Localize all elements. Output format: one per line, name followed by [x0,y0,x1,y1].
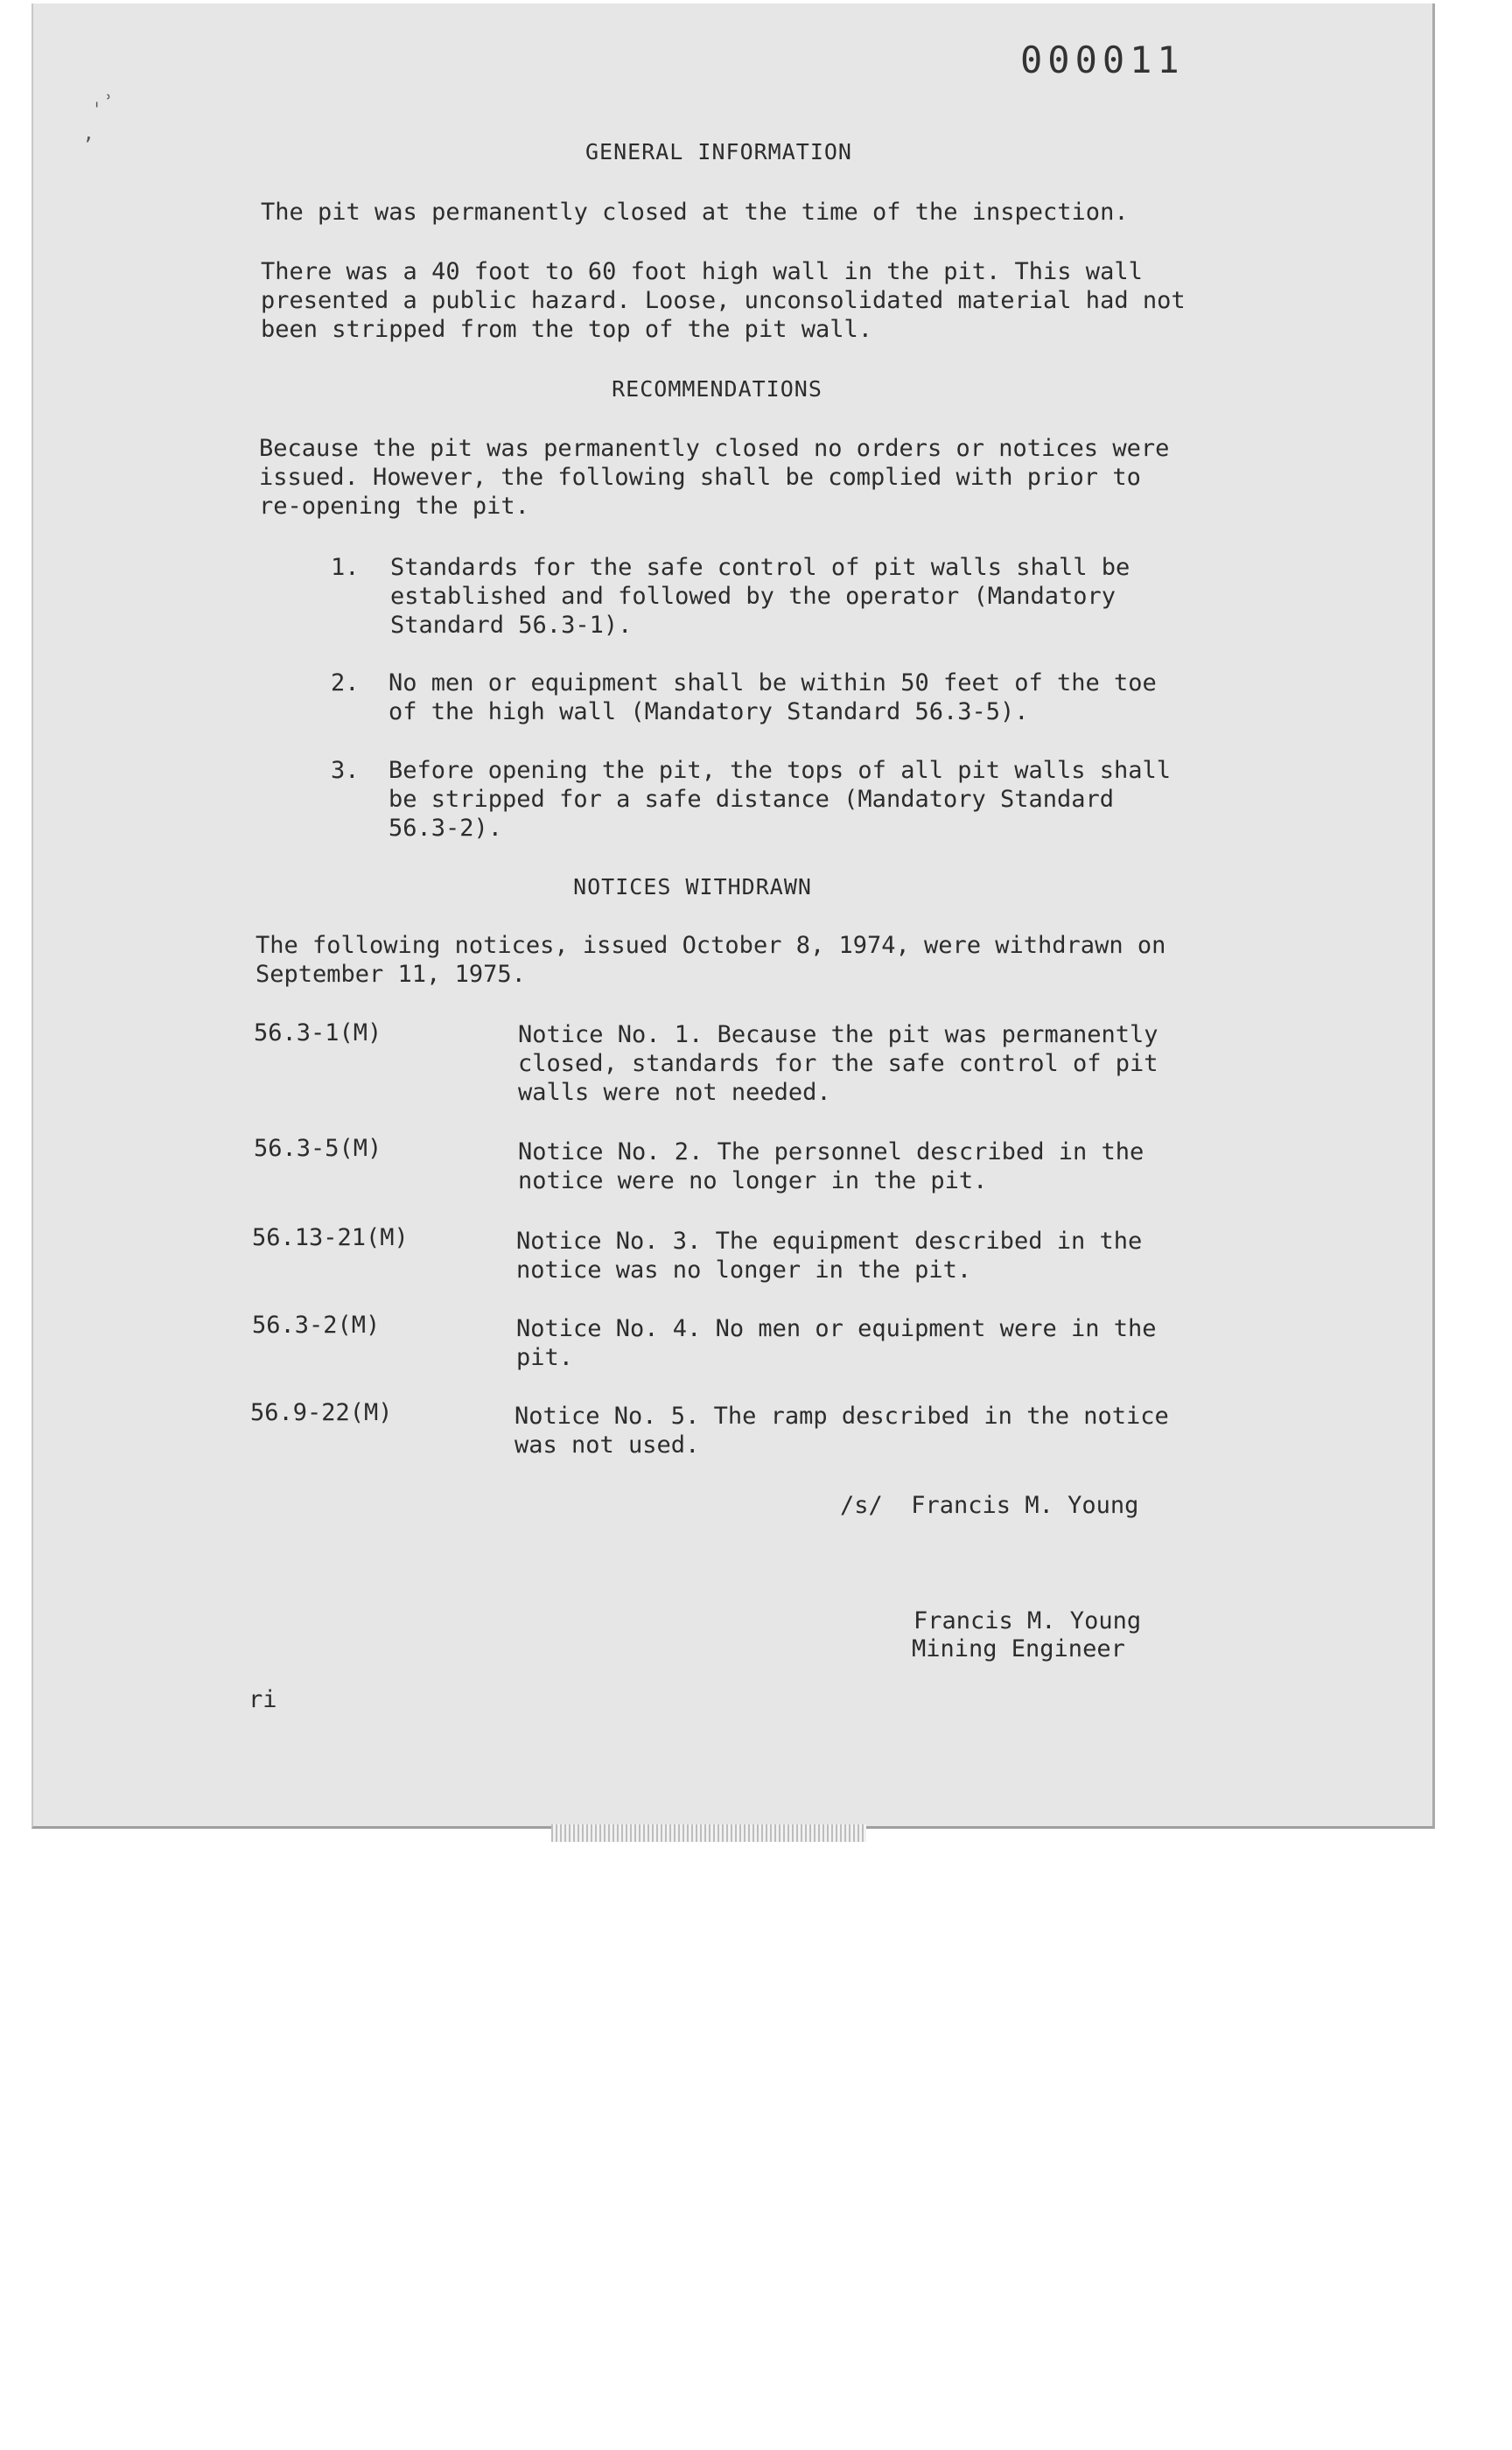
notice-text: Notice No. 3. The equipment described in the notice was no longer in the pit. [516,1228,1143,1284]
notice-text: Notice No. 4. No men or equipment were in the pit. [516,1315,1157,1371]
scan-speck: ʼ [82,135,94,157]
page-number: 000011 [1020,38,1185,81]
notice-code: 56.13-21(M) [252,1224,409,1251]
scan-edge-artifact [551,1824,866,1842]
signatory-title: Mining Engineer [912,1635,1125,1662]
recommendation-number: 2. [331,669,360,696]
notice-text: Notice No. 5. The ramp described in the notice was not used. [514,1403,1169,1459]
notice-code: 56.3-1(M) [254,1019,382,1046]
general-info-paragraph-1: The pit was permanently closed at the time of the inspection. [261,199,1129,226]
notice-code: 56.3-2(M) [252,1312,381,1339]
recommendation-text: Before opening the pit, the tops of all pit walls shall be stripped for a safe distance (Mandatory Standard 56.3-2). [388,757,1172,842]
notice-text: Notice No. 2. The personnel described in the notice were no longer in the pit. [518,1138,1144,1194]
notice-code: 56.3-5(M) [254,1135,382,1162]
recommendation-text: No men or equipment shall be within 50 feet of the toe of the high wall (Mandatory Standard 56.3-5). [388,669,1157,725]
general-info-paragraph-2: There was a 40 foot to 60 foot high wall in the pit. This wall presented a public hazard. Loose, unconsolidated material had not been stripped from the top of the pit wall. [261,258,1186,343]
recommendation-number: 1. [331,554,360,581]
notice-code: 56.9-22(M) [250,1399,393,1426]
section-heading-recommendations: RECOMMENDATIONS [612,376,822,402]
recommendation-text: Standards for the safe control of pit walls shall be established and followed by the operator (Mandatory Standard 56.3-1). [390,554,1130,639]
signatory-name: Francis M. Young [914,1607,1142,1634]
notices-intro: The following notices, issued October 8, 1974, were withdrawn on September 11, 1975. [256,932,1166,988]
recommendation-number: 3. [331,757,360,784]
scan-speck: ˌ˒ [91,88,115,109]
notice-text: Notice No. 1. Because the pit was permanently closed, standards for the safe control of pit walls were not needed. [518,1021,1158,1106]
document-page [32,4,1435,1829]
signed-line: /s/ Francis M. Young [840,1492,1139,1519]
typist-initials: ri [248,1686,277,1713]
section-heading-notices-withdrawn: NOTICES WITHDRAWN [573,874,812,900]
section-heading-general-information: GENERAL INFORMATION [585,139,852,164]
recommendations-intro: Because the pit was permanently closed no orders or notices were issued. However, the following shall be complied with prior to re-opening the pit. [259,435,1170,520]
